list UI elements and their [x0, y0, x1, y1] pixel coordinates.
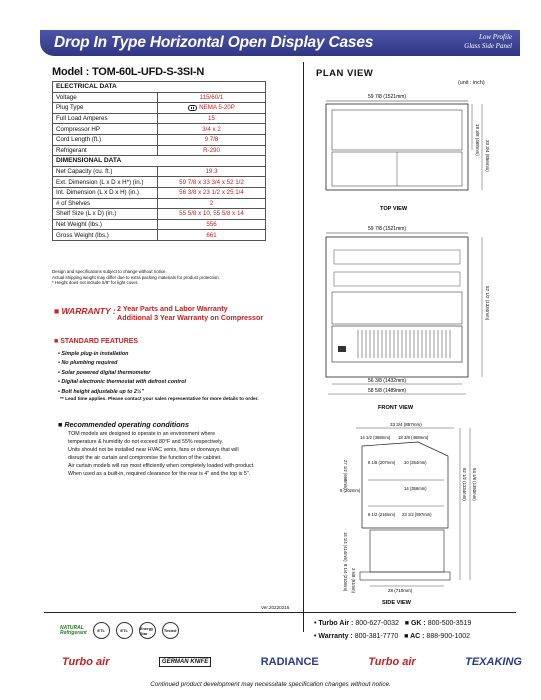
column-divider — [303, 62, 304, 632]
side-s3: 8 (202mm) — [340, 488, 361, 493]
page-title: Drop In Type Horizontal Open Display Cases — [54, 34, 374, 51]
front-view-height: 52 1/2 (1334mm) — [485, 286, 490, 321]
plug-icon — [188, 105, 197, 111]
side-s2: 10 (254mm) — [404, 460, 427, 465]
footer-divider — [44, 612, 516, 613]
table-row: Net Weight (lbs.) 556 — [53, 219, 266, 230]
contact-info — [314, 617, 471, 643]
table-row: Shelf Size (L x D) (in.) 55 5/8 x 10, 55 5/8 x 14 — [53, 209, 266, 220]
natural-refrigerant-badge: NATURAL Refrigerant — [60, 624, 87, 636]
warranty-text: 2 Year Parts and Labor Warranty Additional 3 Year Warranty on Compressor — [117, 304, 264, 322]
list-item: • Solar powered digital thermometer — [58, 369, 151, 376]
plan-view-heading: PLAN VIEW — [316, 68, 374, 79]
list-item: • Bolt height adjustable up to 2½" — [58, 388, 144, 395]
list-item: • Digital electronic thermostat with defrost control — [58, 379, 186, 386]
front-view-label: FRONT VIEW — [378, 405, 414, 411]
table-row: Voltage 115/60/1 — [53, 92, 266, 103]
turbo-air-logo-2: Turbo air — [368, 656, 416, 668]
front-view-drawing — [318, 222, 518, 414]
table-row: Ext. Dimension (L x D x H*) (in.) 59 7/8 x 33 3/4 x 52 1/2 — [53, 177, 266, 188]
etl-icon: ETL — [93, 622, 110, 639]
header-subtitle: Low Profile Glass Side Panel — [464, 33, 512, 50]
spec-table — [52, 81, 266, 241]
features-heading: ■ STANDARD FEATURES — [54, 338, 139, 345]
side-d2: 18 3/8 (468mm) — [398, 435, 429, 440]
top-view-width: 59 7/8 (1521mm) — [368, 94, 407, 100]
side-d1: 14 1/2 (368mm) — [360, 435, 391, 440]
side-h1: 27 1/2 (698mm) — [343, 460, 348, 490]
warranty-label: ■ WARRANTY : — [54, 306, 116, 316]
top-view-drawing — [318, 90, 518, 220]
table-row: Refrigerant R-290 — [53, 145, 266, 156]
list-item: • Simple plug-in installation — [58, 351, 129, 357]
texaking-logo: TEXAKING — [465, 656, 522, 668]
recommended-text: TOM models are designed to operate in an environment where temperature & humidity do not exceed 80°F and 55% respectively. Units should not be installed near HVAC vents, fans or doorways that will disrupt the air curtain and compromise the function of the cabinet. Air curtain models will run most efficiently when completely loaded with product. When used as a built-in, required clearance for the rear is 4" and the top is 5". — [68, 431, 255, 478]
top-view-depth-inner: 18 3/8 (468mm) — [475, 124, 480, 156]
front-view-width: 59 7/8 (1521mm) — [368, 226, 407, 232]
table-row: # of Shelves 2 — [53, 198, 266, 209]
features-list — [58, 350, 186, 397]
top-view-label: TOP VIEW — [380, 206, 408, 212]
energy-star-icon: Energy Star — [139, 622, 156, 639]
table-row: Net Capacity (cu. ft.) 19.3 — [53, 166, 266, 177]
dimensional-heading: DIMENSIONAL DATA — [53, 156, 266, 167]
side-depth: 33 3/4 (857mm) — [390, 422, 422, 427]
side-s4: 14 (356mm) — [404, 486, 427, 491]
table-row: Cord Length (ft.) 9 7/8 — [53, 134, 266, 145]
side-view-label: SIDE VIEW — [382, 600, 411, 606]
side-s1: 8 1/8 (207mm) — [368, 460, 396, 465]
side-h2: 16 1/4 (414mm) — [343, 532, 348, 562]
tested-badge-icon: Tested — [162, 622, 179, 639]
table-row: Gross Weight (lbs.) 661 — [53, 230, 266, 241]
german-knife-logo: GERMAN KNIFE — [159, 657, 211, 667]
contact-row: • Warranty : 800-381-7770 ■ AC : 888-900-1002 — [314, 633, 471, 640]
side-s5: 8 1/2 (216mm) — [368, 512, 396, 517]
side-base: 28 (710mm) — [388, 588, 413, 593]
version: Ver.20220215 — [261, 605, 290, 610]
front-view-inner-width: 56 3/8 (1432mm) — [368, 378, 407, 384]
table-row: Full Load Amperes 15 — [53, 113, 266, 124]
side-total-height-2: 53 1/8 (1350mm) — [472, 468, 477, 501]
front-view-base-width: 58 5/8 (1489mm) — [368, 388, 407, 394]
top-view-depth-outer: 33 3/4 (856mm) — [485, 140, 490, 172]
list-item: • No plumbing required — [58, 360, 118, 367]
lead-time-note: ** Lead time applies. Please contact your sales representative for more details to order. — [60, 397, 259, 402]
side-h3: 8 1/4 (210mm) — [343, 564, 348, 592]
electrical-heading: ELECTRICAL DATA — [53, 82, 266, 93]
side-s6: 23 1/2 (597mm) — [402, 512, 432, 517]
table-row: Plug Type NEMA 5-20P — [53, 103, 266, 114]
side-h4: 3 5/8 (91mm) — [351, 568, 356, 593]
model-number: Model : TOM-60L-UFD-S-3SI-N — [52, 66, 205, 78]
recommended-heading: ■ Recommended operating conditions — [58, 420, 189, 429]
turbo-air-logo: Turbo air — [62, 656, 110, 668]
table-row: Compressor HP 3/4 x 2 — [53, 124, 266, 135]
table-row: Int. Dimension (L x D x H) (in.) 56 3/8 x 23 1/2 x 25 1/4 — [53, 187, 266, 198]
unit-note: (unit : inch) — [458, 80, 485, 86]
contact-row: • Turbo Air : 800-627-0032 ■ GK : 800-500-3519 — [314, 620, 472, 627]
footer-note: Continued product development may necessitate specification changes without notice. — [150, 681, 391, 688]
certifications — [60, 622, 179, 639]
brand-logos — [62, 656, 522, 668]
side-total-height: 52 1/2 (1334mm) — [462, 468, 467, 501]
side-view-drawing — [318, 420, 518, 610]
header-banner — [40, 30, 520, 56]
radiance-logo: RADIANCE — [260, 656, 319, 668]
spec-notes: Design and specifications subject to change without notice. Actual shipping weight may differ due to extra packing materials for product protection. * Height does not include 5/8" for light cover. — [52, 269, 220, 286]
etl-sanitation-icon: ETL — [116, 622, 133, 639]
